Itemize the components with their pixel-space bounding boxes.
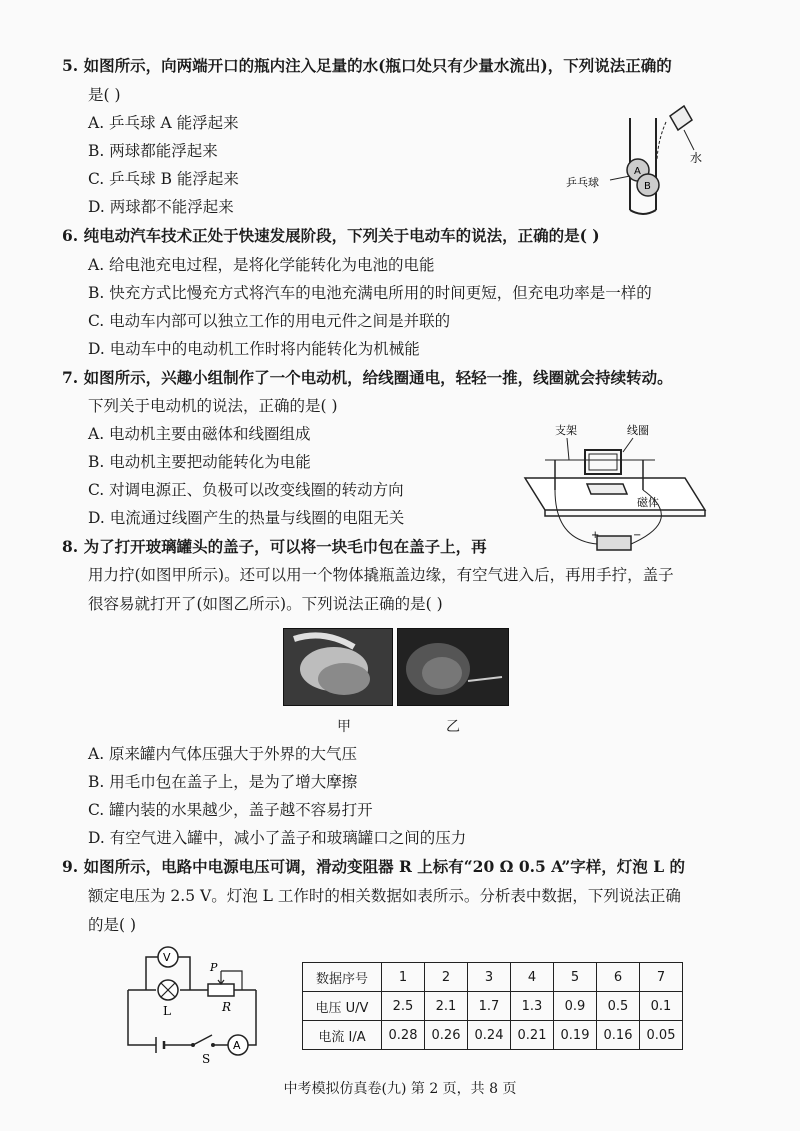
q7-minus-label: − (633, 530, 642, 541)
q9-voltmeter-label: V (163, 951, 171, 964)
q7-option-a: A. 电动机主要由磁体和线圈组成 (88, 425, 311, 443)
table-cell: 0.21 (511, 1021, 554, 1050)
table-cell: 0.9 (554, 992, 597, 1021)
q7-motor-figure (515, 420, 715, 560)
q8-option-b: B. 用毛巾包在盖子上，是为了增大摩擦 (88, 773, 358, 791)
table-cell: 3 (468, 963, 511, 992)
table-cell: 0.24 (468, 1021, 511, 1050)
q8-stem-line1: 8. 为了打开玻璃罐头的盖子，可以将一块毛巾包在盖子上，再 (62, 537, 487, 556)
q9-lamp-label: L (163, 1004, 171, 1018)
q9-circuit-diagram (118, 945, 268, 1065)
q5-option-c: C. 乒乓球 B 能浮起来 (88, 170, 239, 188)
table-cell: 2.5 (382, 992, 425, 1021)
q9-stem-line1: 9. 如图所示，电路中电源电压可调，滑动变阻器 R 上标有“20 Ω 0.5 A”字样，灯泡 L 的 (62, 857, 685, 876)
table-cell: 0.1 (640, 992, 683, 1021)
q7-coil-label: 线圈 (627, 424, 649, 437)
q8-stem-line3: 很容易就打开了(如图乙所示)。下列说法正确的是( ) (88, 595, 443, 613)
table-row-current (303, 1021, 683, 1050)
q9-switch-label: S (202, 1052, 211, 1065)
q8-caption-jia: 甲 (337, 719, 351, 735)
table-cell: 0.28 (382, 1021, 425, 1050)
q8-option-c: C. 罐内装的水果越少，盖子越不容易打开 (88, 801, 373, 819)
q7-magnet-label: 磁体 (637, 496, 659, 509)
q8-caption-yi: 乙 (446, 719, 460, 735)
table-header-current: 电流 I/A (303, 1021, 382, 1050)
q8-option-d: D. 有空气进入罐中，减小了盖子和玻璃罐口之间的压力 (88, 829, 467, 847)
q8-photo-jia-graphic (284, 629, 392, 705)
q7-support-label: 支架 (555, 424, 577, 437)
q6-stem-line1: 6. 纯电动汽车技术正处于快速发展阶段，下列关于电动车的说法，正确的是( ) (62, 226, 600, 245)
q9-stem-line2: 额定电压为 2.5 V。灯泡 L 工作时的相关数据如表所示。分析表中数据，下列说法正确 (88, 887, 681, 905)
table-header-voltage: 电压 U/V (303, 992, 382, 1021)
table-row-index (303, 963, 683, 992)
table-cell: 7 (640, 963, 683, 992)
q8-option-a: A. 原来罐内气体压强大于外界的大气压 (88, 745, 358, 763)
q5-option-b: B. 两球都能浮起来 (88, 142, 218, 160)
q5-ball-label: 乒乓球 (566, 176, 599, 189)
rheostat-icon (208, 984, 234, 996)
q7-option-c: C. 对调电源正、负极可以改变线圈的转动方向 (88, 481, 404, 499)
q5-bottle-figure (560, 100, 720, 220)
table-cell: 0.26 (425, 1021, 468, 1050)
table-cell: 2.1 (425, 992, 468, 1021)
q6-option-a: A. 给电池充电过程，是将化学能转化为电池的电能 (88, 256, 435, 274)
q5-option-d: D. 两球都不能浮起来 (88, 198, 234, 216)
q5-water-label: 水 (690, 151, 703, 165)
table-cell: 2 (425, 963, 468, 992)
q5-ball-a-label: A (634, 166, 641, 177)
q9-rheostat-label: R (222, 1000, 232, 1014)
q9-ammeter-label: A (233, 1039, 241, 1052)
q9-data-table (302, 962, 683, 1050)
q5-stem-line2: 是( ) (88, 86, 121, 104)
table-cell: 4 (511, 963, 554, 992)
table-cell: 0.5 (597, 992, 640, 1021)
table-cell: 0.05 (640, 1021, 683, 1050)
table-cell: 6 (597, 963, 640, 992)
q7-option-d: D. 电流通过线圈产生的热量与线圈的电阻无关 (88, 509, 405, 527)
q5-ball-b-label: B (644, 181, 651, 192)
page-footer: 中考模拟仿真卷(九) 第 2 页，共 8 页 (283, 1081, 517, 1097)
q9-slider-label: P (210, 961, 218, 974)
q7-stem-line1: 7. 如图所示，兴趣小组制作了一个电动机，给线圈通电，轻轻一推，线圈就会持续转动。 (62, 368, 673, 387)
q6-option-b: B. 快充方式比慢充方式将汽车的电池充满电所用的时间更短，但充电功率是一样的 (88, 284, 652, 302)
table-cell: 1.7 (468, 992, 511, 1021)
q7-option-b: B. 电动机主要把动能转化为电能 (88, 453, 311, 471)
table-cell: 0.19 (554, 1021, 597, 1050)
q9-stem-line3: 的是( ) (88, 916, 137, 934)
q5-option-a: A. 乒乓球 A 能浮起来 (88, 114, 239, 132)
table-row-voltage (303, 992, 683, 1021)
table-cell: 0.16 (597, 1021, 640, 1050)
q7-stem-line2: 下列关于电动机的说法，正确的是( ) (88, 397, 338, 415)
table-cell: 1.3 (511, 992, 554, 1021)
q6-option-c: C. 电动车内部可以独立工作的用电元件之间是并联的 (88, 312, 451, 330)
q8-photo-yi-graphic (398, 629, 508, 705)
q8-stem-line2: 用力拧(如图甲所示)。还可以用一个物体撬瓶盖边缘，有空气进入后，再用手拧，盖子 (88, 566, 674, 584)
q7-plus-label: + (591, 530, 600, 541)
q8-photo-jia (283, 628, 393, 706)
table-cell: 5 (554, 963, 597, 992)
q5-stem-line1: 5. 如图所示，向两端开口的瓶内注入足量的水(瓶口处只有少量水流出)，下列说法正确的 (62, 56, 672, 75)
q8-photo-yi (397, 628, 509, 706)
table-cell: 1 (382, 963, 425, 992)
q6-option-d: D. 电动车中的电动机工作时将内能转化为机械能 (88, 340, 420, 358)
table-header-index: 数据序号 (303, 963, 382, 992)
